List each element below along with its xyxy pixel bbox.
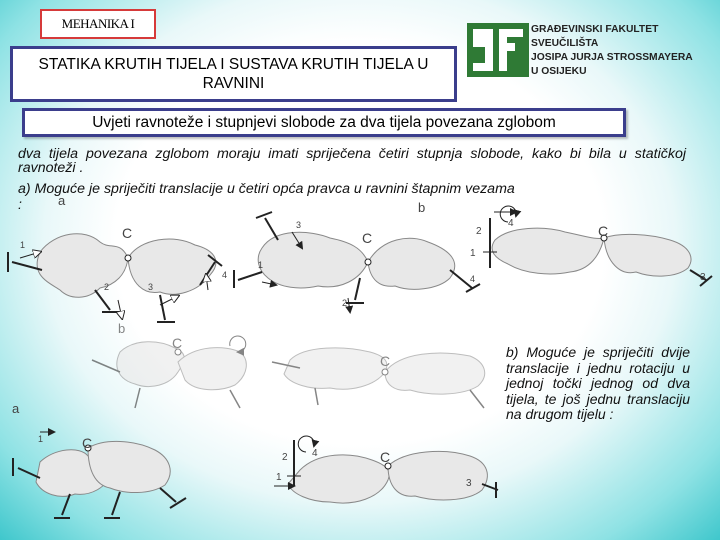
label-4c: 4: [508, 218, 514, 229]
label-3a: 3: [148, 282, 154, 292]
hinge-c: [365, 259, 371, 265]
figure-5: [272, 348, 485, 408]
label-3g: 3: [466, 478, 472, 489]
section-subtitle: Uvjeti ravnoteže i stupnjevi slobode za dva tijela povezana zglobom: [22, 108, 626, 137]
label-c3: C: [598, 223, 609, 239]
figure-1: [8, 193, 227, 322]
label-2b: 2: [342, 298, 348, 308]
label-c2: C: [362, 230, 373, 246]
body-left: [258, 232, 368, 288]
case-a-paragraph: a) Moguće je spriječiti translacije u četiri opća pravca u ravnini štapnim vezama: [18, 181, 515, 197]
body-left: [288, 455, 389, 503]
body-right: [368, 238, 455, 289]
case-a-colon: :: [18, 197, 22, 213]
label-c4: C: [172, 335, 183, 351]
label-c6: C: [82, 435, 93, 451]
figure-3: [418, 200, 712, 286]
label-1f: 1: [38, 434, 44, 444]
label-c1: C: [122, 225, 133, 241]
body-left: [37, 234, 128, 298]
label-4g: 4: [312, 448, 318, 459]
faculty-line-4: U OSIJEKU: [531, 66, 587, 77]
label-1a: 1: [20, 240, 26, 250]
hinge-c: [382, 369, 388, 375]
faculty-line-1: GRAĐEVINSKI FAKULTET: [531, 24, 659, 35]
figure-4: [92, 321, 246, 408]
faculty-line-3: JOSIPA JURJA STROSSMAYERA: [531, 52, 693, 63]
figure-7: [274, 436, 498, 503]
intro-paragraph: dva tijela povezana zglobom moraju imati spriječena četiri stupnja slobode, kako bi bila u statičkoj ravnoteži .: [18, 146, 686, 176]
label-3b: 3: [296, 220, 302, 230]
label-2g: 2: [282, 452, 288, 463]
course-label: MEHANIKA I: [40, 9, 156, 39]
label-4a: 4: [222, 270, 228, 280]
figure-2: [234, 212, 480, 312]
body-right: [385, 353, 485, 394]
label-b4: b: [118, 321, 126, 336]
label-1b: 1: [258, 260, 264, 270]
figure-6: [12, 401, 186, 518]
case-b-paragraph: b) Moguće je spriječiti dvije translacije i jednu rotaciju u jednoj točki jednog od dva tijela, te još jednu translaciju na drugom tijelu :: [506, 344, 690, 422]
body-left: [492, 228, 604, 274]
label-c7: C: [380, 449, 391, 465]
label-4b: 4: [470, 274, 476, 284]
slide-title: STATIKA KRUTIH TIJELA I SUSTAVA KRUTIH TIJELA U RAVNINI: [10, 46, 457, 102]
body-right: [128, 239, 216, 294]
label-2c: 2: [476, 226, 482, 237]
label-a6: a: [12, 401, 20, 416]
label-1c: 1: [470, 248, 476, 259]
label-2a: 2: [104, 282, 110, 292]
label-c5: C: [380, 353, 391, 369]
label-b3: b: [418, 200, 426, 215]
body-right: [388, 451, 487, 500]
label-a1: a: [58, 193, 66, 208]
faculty-line-2: SVEUČILIŠTA: [531, 38, 599, 49]
body-right: [178, 348, 246, 390]
hinge-c: [125, 255, 131, 261]
label-1g: 1: [276, 472, 282, 483]
label-3c: 3: [700, 272, 706, 283]
body-right: [604, 234, 691, 276]
